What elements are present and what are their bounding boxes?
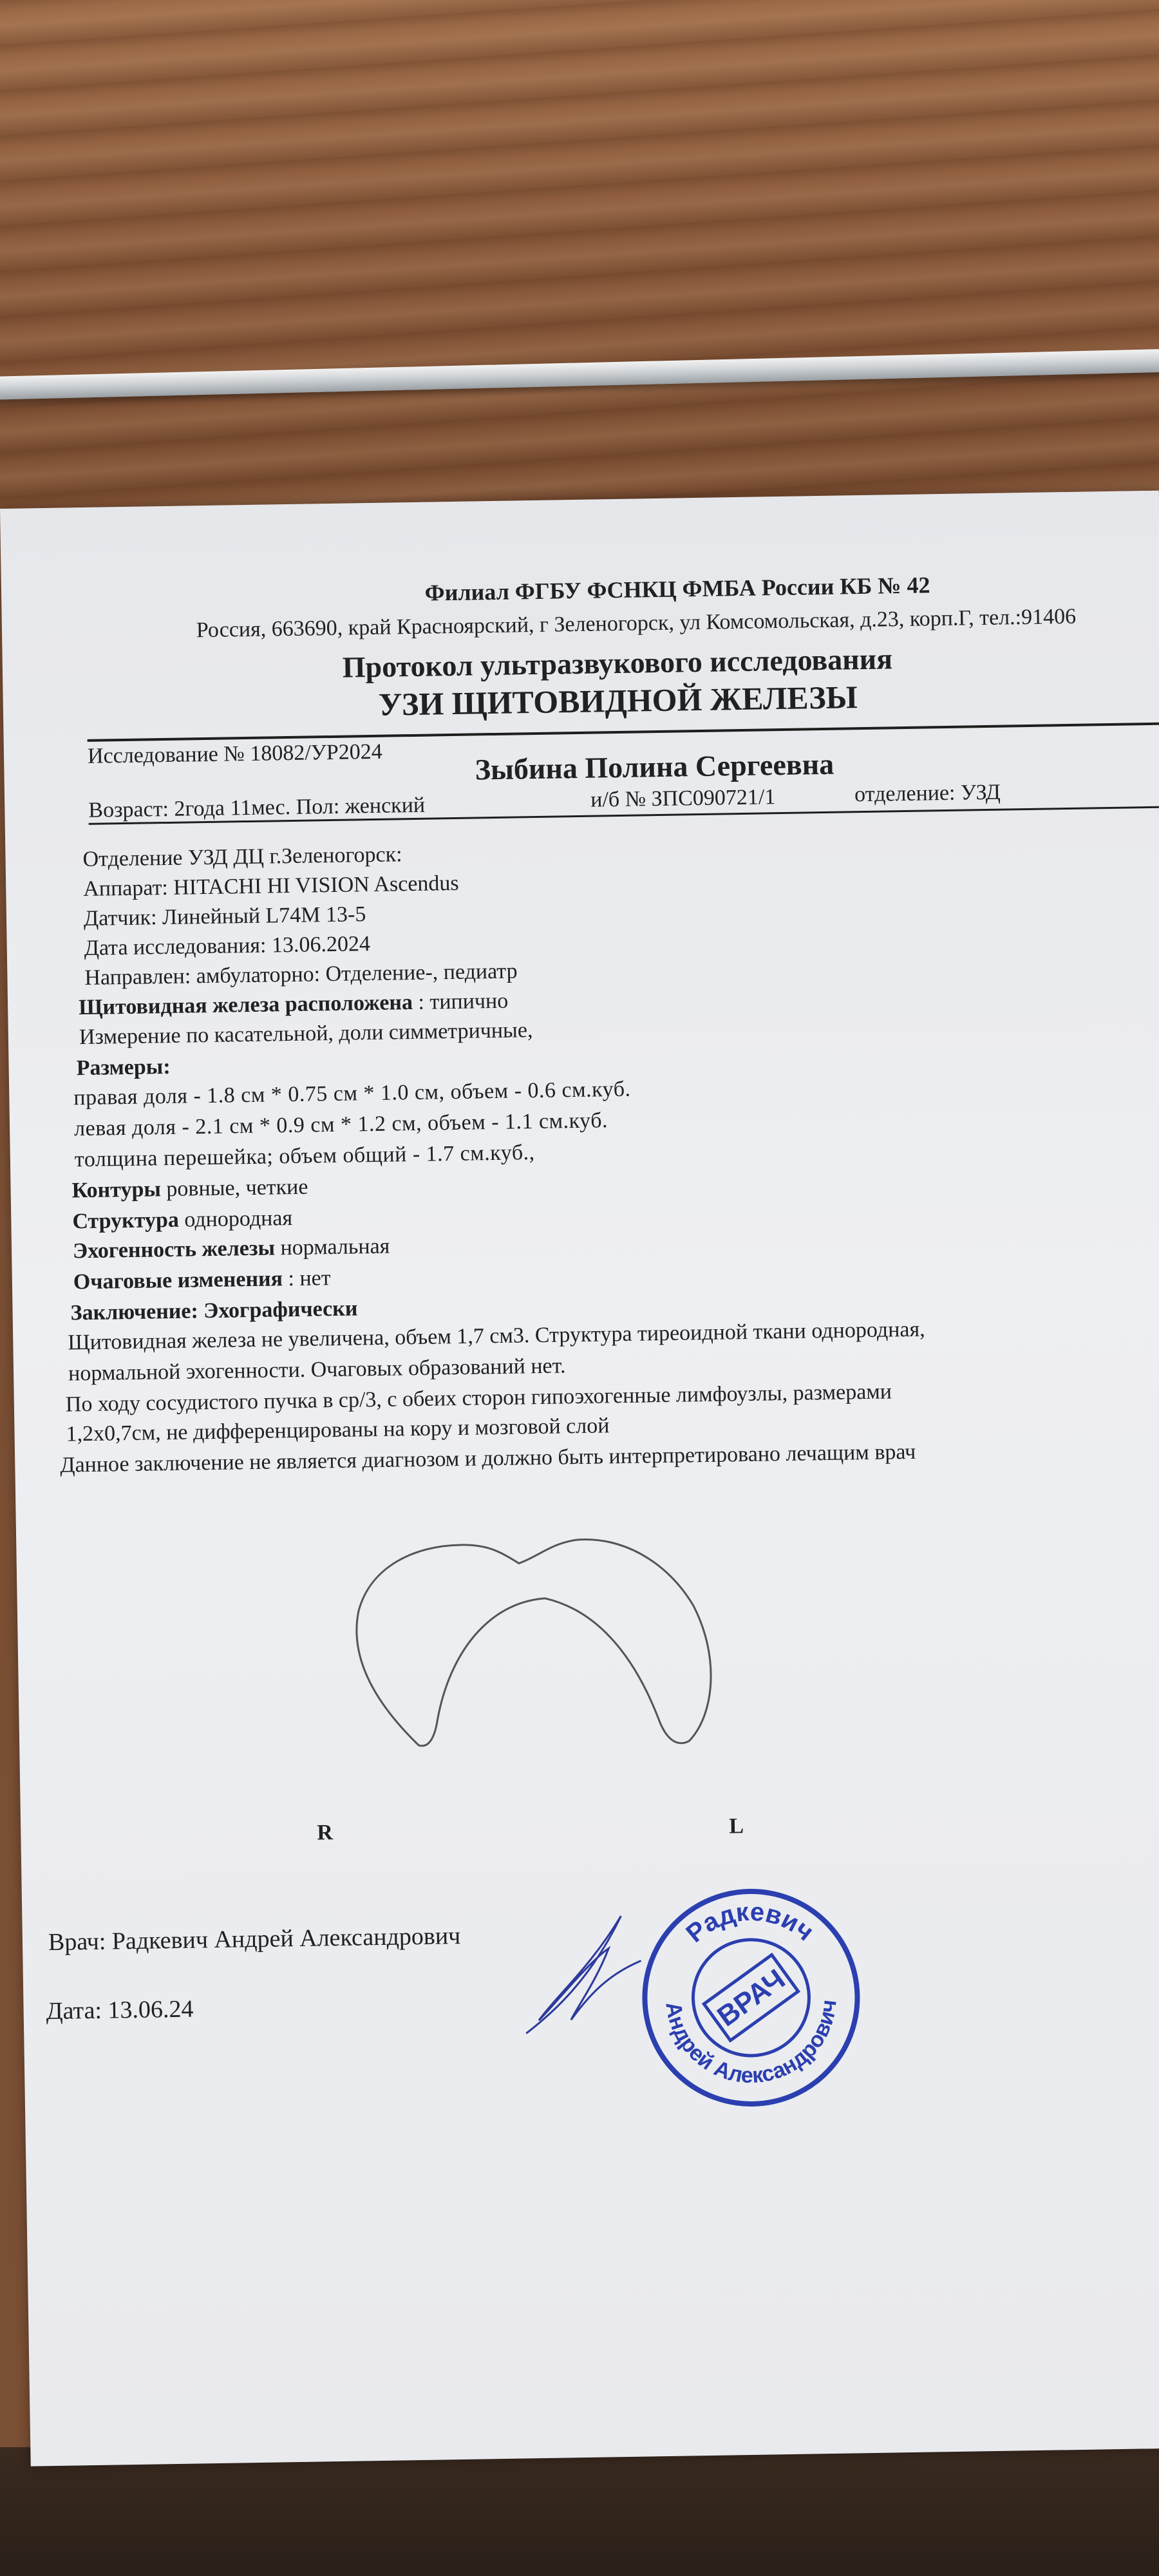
conclusion-line-3: По ходу сосудистого пучка в ср/3, с обеих сторон гипоэхогенные лимфоузлы, размерами (65, 1379, 892, 1417)
left-lobe-line: левая доля - 2.1 см * 0.9 см * 1.2 см, объем - 1.1 см.куб. (73, 1108, 608, 1141)
document-page (0, 491, 1159, 2467)
conclusion-line-2: нормальной эхогенности. Очаговых образований нет. (68, 1354, 566, 1386)
doctor-line: Врач: Радкевич Андрей Александрович (48, 1922, 461, 1956)
contours-label: Контуры (71, 1177, 162, 1203)
location-line (79, 989, 509, 1020)
echogenicity-line (73, 1235, 390, 1264)
focal-label: Очаговые изменения (73, 1267, 283, 1294)
conclusion-label: Заключение: Эхографически (70, 1296, 358, 1325)
echogenicity-value: нормальная (274, 1234, 390, 1260)
patient-name: Зыбина Полина Сергеевна (475, 747, 834, 786)
clinic-address: Россия, 663690, край Красноярский, г Зеленогорск, ул Комсомольская, д.23, корп.Г, тел.:91406 (196, 604, 1077, 643)
conclusion-line-4: 1,2х0,7см, не дифференцированы на кору и мозговой слой (66, 1414, 610, 1446)
thyroid-outline (355, 1537, 712, 1748)
device-line: Аппарат: HITACHI HI VISION Ascendus (83, 871, 459, 902)
stamp-bottom-text: Андрей Александрович (661, 1998, 842, 2088)
structure-value: однородная (178, 1206, 293, 1232)
exam-title: УЗИ ЩИТОВИДНОЙ ЖЕЛЕЗЫ (378, 679, 858, 723)
location-value: : типично (412, 989, 509, 1015)
patient-department: отделение: УЗД (854, 780, 1001, 807)
echogenicity-label: Эхогенность железы (72, 1236, 276, 1264)
study-number: Исследование № 18082/УР2024 (87, 739, 382, 768)
patient-age-sex: Возраст: 2года 11мес. Пол: женский (88, 793, 426, 822)
dark-floor-background (0, 2447, 1159, 2576)
focal-line (73, 1266, 331, 1294)
structure-line (72, 1206, 292, 1234)
signature-date: Дата: 13.06.24 (46, 1995, 194, 2025)
referral-line: Направлен: амбулаторно: Отделение-, педиатр (84, 959, 518, 990)
focal-value: : нет (282, 1266, 331, 1291)
conclusion-line-1: Щитовидная железа не увеличена, объем 1,7 см3. Структура тиреоидной ткани однородная, (68, 1317, 925, 1355)
header-divider (88, 723, 1159, 742)
clinic-name: Филиал ФГБУ ФСНКЦ ФМБА России КБ № 42 (424, 572, 930, 606)
sensor-line: Датчик: Линейный L74M 13-5 (83, 902, 366, 931)
patient-card-number: и/б № ЗПС090721/1 (590, 785, 776, 812)
disclaimer-line: Данное заключение не является диагнозом и должно быть интерпретировано лечащим врач (60, 1439, 916, 1477)
structure-label: Структура (72, 1208, 180, 1234)
contours-line (71, 1175, 308, 1204)
wooden-table-background (0, 0, 1159, 528)
stamp-center-text: ВРАЧ (711, 1963, 791, 2033)
protocol-title: Протокол ультразвукового исследования (342, 642, 893, 684)
sizes-label: Размеры: (76, 1054, 171, 1081)
contours-value: ровные, четкие (160, 1175, 308, 1202)
doctor-stamp (634, 1880, 869, 2116)
location-label: Щитовидная железа расположена (78, 990, 413, 1020)
measurement-line: Измерение по касательной, доли симметричные, (79, 1018, 533, 1050)
stamp-top-text: Радкевич (681, 1897, 820, 1948)
right-lobe-line: правая доля - 1.8 см * 0.75 см * 1.0 см, объем - 0.6 см.куб. (73, 1077, 631, 1110)
isthmus-line: толщина перешейка; объем общий - 1.7 см.куб., (74, 1141, 535, 1172)
thyroid-diagram (337, 1502, 754, 1785)
left-side-label: L (728, 1814, 744, 1839)
exam-date-line: Дата исследования: 13.06.2024 (84, 932, 371, 961)
signature-stroke (524, 1916, 642, 2034)
dept-line: Отделение УЗД ДЦ г.Зеленогорск: (82, 842, 402, 872)
right-side-label: R (317, 1821, 334, 1845)
